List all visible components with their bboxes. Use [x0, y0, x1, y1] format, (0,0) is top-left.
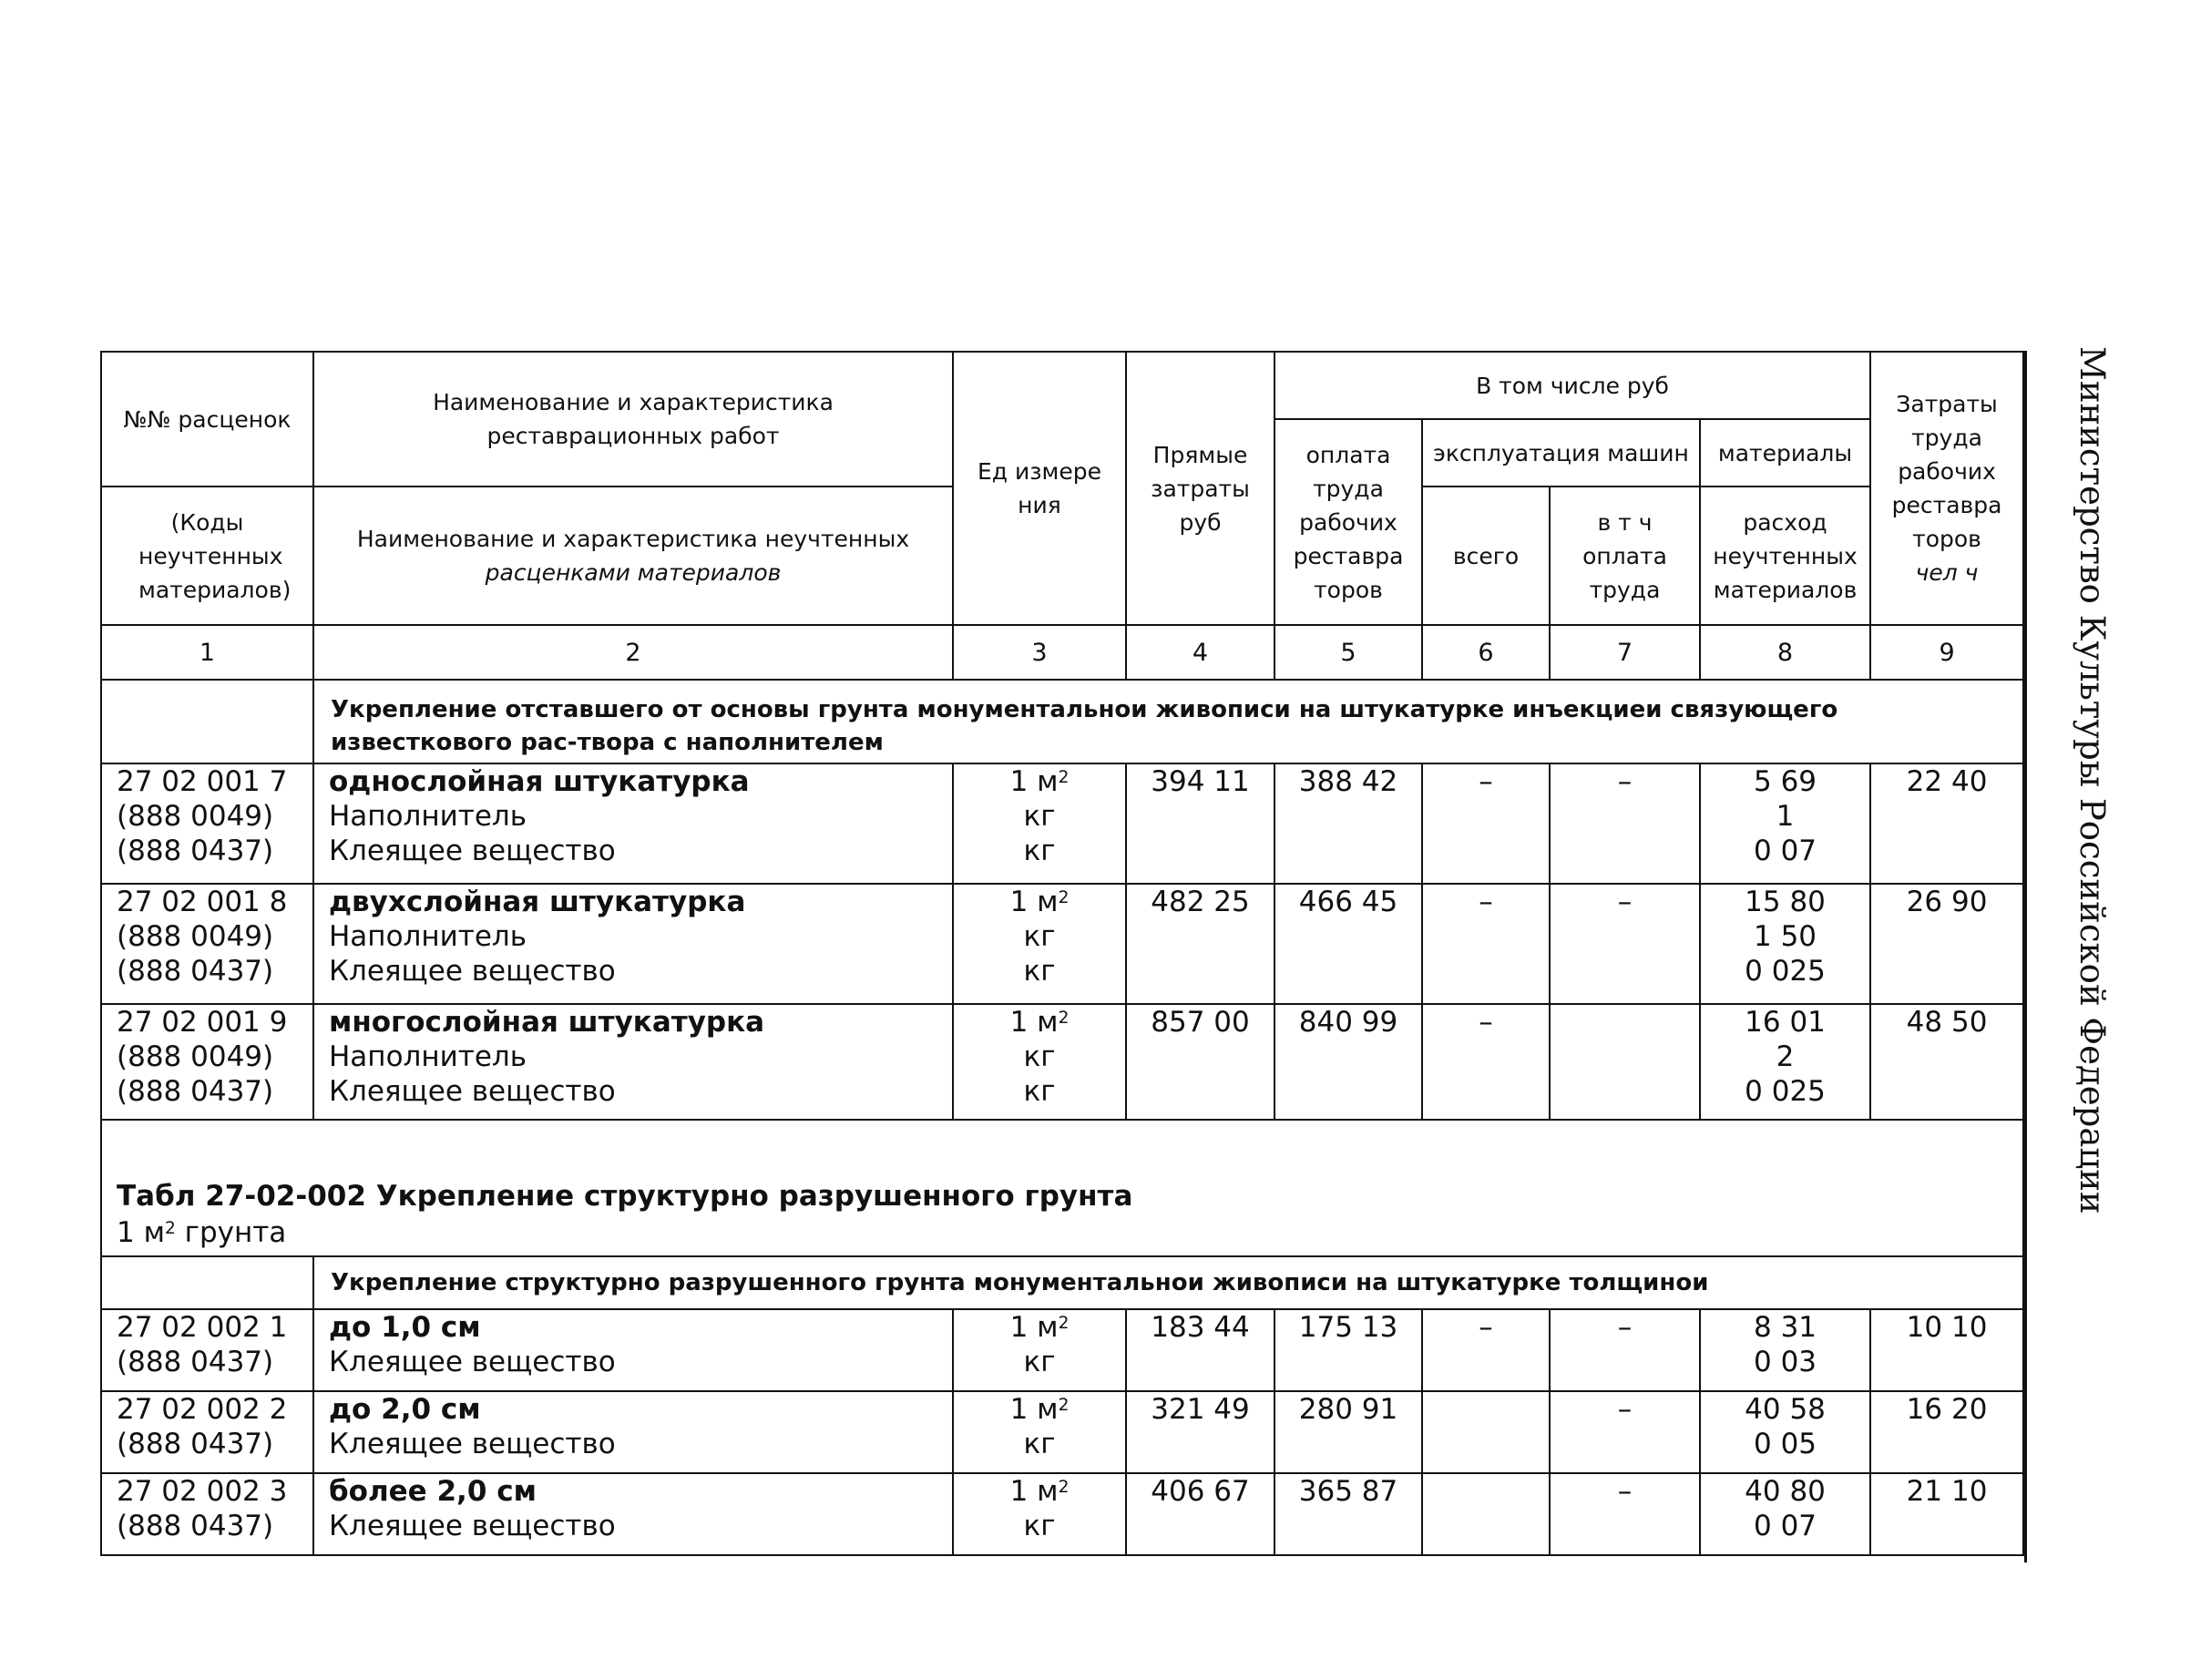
- material-qty: 0 07: [1754, 1510, 1817, 1542]
- header-col2-top: Наименование и характеристика реставрационных работ: [313, 352, 953, 487]
- unit-material: кг: [1023, 1510, 1056, 1542]
- unit-sup: 2: [1058, 1396, 1070, 1415]
- direct-costs: 183 44: [1126, 1309, 1274, 1391]
- materials-cost: 8 31: [1754, 1311, 1817, 1344]
- table-row: [101, 1473, 2023, 1555]
- col-number: 8: [1700, 625, 1870, 680]
- labor-hours: 48 50: [1870, 1004, 2023, 1120]
- row-description: [313, 1309, 953, 1391]
- row-units: [953, 1004, 1126, 1120]
- section-title-spacer: [101, 680, 313, 763]
- row-description: [313, 1391, 953, 1473]
- section-title-spacer: [101, 1256, 313, 1309]
- unit-sup: 2: [1058, 768, 1070, 787]
- unit-main: [954, 1474, 1125, 1509]
- header-group: В том числе руб: [1274, 352, 1870, 419]
- materials-cost: 40 58: [1745, 1393, 1826, 1426]
- material-name: Наполнитель: [329, 800, 527, 833]
- work-name: многослойная штукатурка: [329, 1006, 765, 1039]
- unit-material: кг: [1023, 1040, 1056, 1073]
- labor-costs: 280 91: [1274, 1391, 1422, 1473]
- labor-hours: 21 10: [1870, 1473, 2023, 1555]
- material-code: (888 0049): [117, 800, 274, 833]
- header-col1-top: №№ расценок: [101, 352, 313, 487]
- unit-sup: 2: [1058, 888, 1070, 907]
- material-code: (888 0437): [117, 1075, 274, 1108]
- row-units: [953, 884, 1126, 1004]
- row-materials: [1700, 1473, 1870, 1555]
- row-units: [953, 763, 1126, 884]
- machines-total: –: [1422, 884, 1550, 1004]
- unit-base: 1 м: [1009, 1311, 1059, 1344]
- machines-total: –: [1422, 1004, 1550, 1120]
- header-col4: Прямые затраты руб: [1126, 352, 1274, 625]
- work-name: двухслойная штукатурка: [329, 886, 746, 918]
- machines-total: –: [1422, 1309, 1550, 1391]
- machines-labor: –: [1550, 1473, 1700, 1555]
- unit-sup: 2: [1058, 1314, 1070, 1333]
- unit-material: кг: [1023, 800, 1056, 833]
- unit-sup: 2: [1058, 1009, 1070, 1028]
- table2-title: Табл 27-02-002 Укрепление структурно разрушенного грунта: [117, 1180, 1133, 1213]
- rate-code: 27 02 002 2: [117, 1393, 288, 1426]
- row-description: [313, 1473, 953, 1555]
- table2-unit: [117, 1215, 2022, 1250]
- header-col6: всего: [1422, 487, 1550, 625]
- col-number: 7: [1550, 625, 1700, 680]
- col-number: 1: [101, 625, 313, 680]
- header-materials: материалы: [1700, 419, 1870, 487]
- unit-material: кг: [1023, 920, 1056, 953]
- header-col5: оплата труда рабочих реставра торов: [1274, 419, 1422, 625]
- rate-code: 27 02 002 1: [117, 1311, 288, 1344]
- material-code: (888 0049): [117, 1040, 274, 1073]
- machines-labor: –: [1550, 884, 1700, 1004]
- unit-base: 1 м: [1009, 886, 1059, 918]
- machines-total: [1422, 1473, 1550, 1555]
- materials-cost: 16 01: [1745, 1006, 1826, 1039]
- labor-hours: 16 20: [1870, 1391, 2023, 1473]
- row-units: [953, 1473, 1126, 1555]
- labor-costs: 466 45: [1274, 884, 1422, 1004]
- labor-costs: 175 13: [1274, 1309, 1422, 1391]
- work-name: более 2,0 см: [329, 1475, 537, 1508]
- unit-material: кг: [1023, 835, 1056, 867]
- material-name: Клеящее вещество: [329, 1075, 616, 1108]
- header-col2-bottom-text: Наименование и характеристика неучтенных: [356, 526, 910, 552]
- labor-hours: 10 10: [1870, 1309, 2023, 1391]
- work-name: до 2,0 см: [329, 1393, 481, 1426]
- col-number: 5: [1274, 625, 1422, 680]
- labor-costs: 365 87: [1274, 1473, 1422, 1555]
- material-name: Клеящее вещество: [329, 955, 616, 988]
- unit-main: [954, 885, 1125, 919]
- direct-costs: 321 49: [1126, 1391, 1274, 1473]
- work-name: до 1,0 см: [329, 1311, 481, 1344]
- material-code: (888 0437): [117, 1346, 274, 1378]
- material-qty: 0 025: [1745, 955, 1826, 988]
- header-col9-label: Затраты труда рабочих реставра торов: [1891, 391, 2002, 552]
- material-name: Клеящее вещество: [329, 1428, 616, 1460]
- row-description: [313, 884, 953, 1004]
- unit-base: 1 м: [1009, 1006, 1059, 1039]
- header-col8: расход неучтенных материалов: [1700, 487, 1870, 625]
- col-number: 3: [953, 625, 1126, 680]
- row-description: [313, 1004, 953, 1120]
- direct-costs: 482 25: [1126, 884, 1274, 1004]
- row-codes: [101, 1391, 313, 1473]
- row-codes: [101, 763, 313, 884]
- header-col3: Ед измере ния: [953, 352, 1126, 625]
- machines-labor: –: [1550, 1391, 1700, 1473]
- row-description: [313, 763, 953, 884]
- materials-cost: 15 80: [1745, 886, 1826, 918]
- unit-material: кг: [1023, 1428, 1056, 1460]
- row-units: [953, 1309, 1126, 1391]
- unit-sup: 2: [1058, 1478, 1070, 1497]
- material-qty: 1 50: [1754, 920, 1817, 953]
- work-name: однослойная штукатурка: [329, 765, 750, 798]
- row-codes: [101, 884, 313, 1004]
- direct-costs: 406 67: [1126, 1473, 1274, 1555]
- column-numbers-row: [101, 625, 2023, 680]
- col-number: 2: [313, 625, 953, 680]
- header-col9-unit: чел ч: [1915, 559, 1979, 586]
- material-qty: 0 03: [1754, 1346, 1817, 1378]
- material-code: (888 0437): [117, 1510, 274, 1542]
- row-materials: [1700, 1309, 1870, 1391]
- row-materials: [1700, 763, 1870, 884]
- row-units: [953, 1391, 1126, 1473]
- direct-costs: 857 00: [1126, 1004, 1274, 1120]
- table-row: [101, 1004, 2023, 1120]
- material-qty: 0 05: [1754, 1428, 1817, 1460]
- row-materials: [1700, 884, 1870, 1004]
- labor-hours: 22 40: [1870, 763, 2023, 884]
- material-code: (888 0437): [117, 835, 274, 867]
- right-border-line: [2024, 351, 2027, 1562]
- machines-labor: [1550, 1004, 1700, 1120]
- material-qty: 0 07: [1754, 835, 1817, 867]
- unit-main: [954, 1392, 1125, 1427]
- unit-material: кг: [1023, 955, 1056, 988]
- row-codes: [101, 1473, 313, 1555]
- materials-cost: 40 80: [1745, 1475, 1826, 1508]
- table2-unit-rest: грунта: [175, 1216, 287, 1249]
- col-number: 9: [1870, 625, 2023, 680]
- rate-code: 27 02 002 3: [117, 1475, 288, 1508]
- rate-code: 27 02 001 9: [117, 1006, 288, 1039]
- table-row: [101, 884, 2023, 1004]
- header-col9: [1870, 352, 2023, 625]
- row-codes: [101, 1004, 313, 1120]
- unit-base: 1 м: [1009, 765, 1059, 798]
- table-row: [101, 1309, 2023, 1391]
- machines-total: [1422, 1391, 1550, 1473]
- header-col2-bottom: [313, 487, 953, 625]
- row-materials: [1700, 1391, 1870, 1473]
- material-name: Наполнитель: [329, 1040, 527, 1073]
- material-code: (888 0049): [117, 920, 274, 953]
- direct-costs: 394 11: [1126, 763, 1274, 884]
- materials-cost: 5 69: [1754, 765, 1817, 798]
- rate-code: 27 02 001 7: [117, 765, 288, 798]
- unit-material: кг: [1023, 1346, 1056, 1378]
- material-name: Наполнитель: [329, 920, 527, 953]
- side-caption: Министерство Культуры Российской Федерации: [2073, 346, 2112, 1214]
- col-number: 6: [1422, 625, 1550, 680]
- header-col2-bottom-italic: расценками материалов: [485, 559, 782, 586]
- machines-total: –: [1422, 763, 1550, 884]
- row-materials: [1700, 1004, 1870, 1120]
- unit-main: [954, 764, 1125, 799]
- table-row: [101, 763, 2023, 884]
- table-row: [101, 1391, 2023, 1473]
- labor-costs: 388 42: [1274, 763, 1422, 884]
- material-qty: 1: [1776, 800, 1795, 833]
- machines-labor: –: [1550, 763, 1700, 884]
- section1-title: Укрепление отставшего от основы грунта монументальнои живописи на штукатурке инъекциеи связующего известкового рас-твора с наполнителем: [313, 680, 2023, 763]
- table2-unit-sup: 2: [164, 1219, 176, 1238]
- material-name: Клеящее вещество: [329, 1346, 616, 1378]
- material-name: Клеящее вещество: [329, 1510, 616, 1542]
- material-name: Клеящее вещество: [329, 835, 616, 867]
- row-codes: [101, 1309, 313, 1391]
- labor-hours: 26 90: [1870, 884, 2023, 1004]
- table2-unit-base: 1 м: [117, 1216, 165, 1249]
- unit-base: 1 м: [1009, 1475, 1059, 1508]
- header-col1-bottom: (Коды неучтенных материалов): [101, 487, 313, 625]
- material-code: (888 0437): [117, 1428, 274, 1460]
- machines-labor: –: [1550, 1309, 1700, 1391]
- section2-title: Укрепление структурно разрушенного грунта монументальнои живописи на штукатурке толщинои: [313, 1256, 2023, 1309]
- rate-code: 27 02 001 8: [117, 886, 288, 918]
- material-qty: 2: [1776, 1040, 1795, 1073]
- material-code: (888 0437): [117, 955, 274, 988]
- material-qty: 0 025: [1745, 1075, 1826, 1108]
- unit-main: [954, 1310, 1125, 1345]
- table2-heading: [101, 1120, 2023, 1256]
- unit-base: 1 м: [1009, 1393, 1059, 1426]
- header-col7: в т ч оплата труда: [1550, 487, 1700, 625]
- col-number: 4: [1126, 625, 1274, 680]
- unit-main: [954, 1005, 1125, 1040]
- rates-table: [100, 351, 2024, 1556]
- header-machines: эксплуатация машин: [1422, 419, 1700, 487]
- labor-costs: 840 99: [1274, 1004, 1422, 1120]
- unit-material: кг: [1023, 1075, 1056, 1108]
